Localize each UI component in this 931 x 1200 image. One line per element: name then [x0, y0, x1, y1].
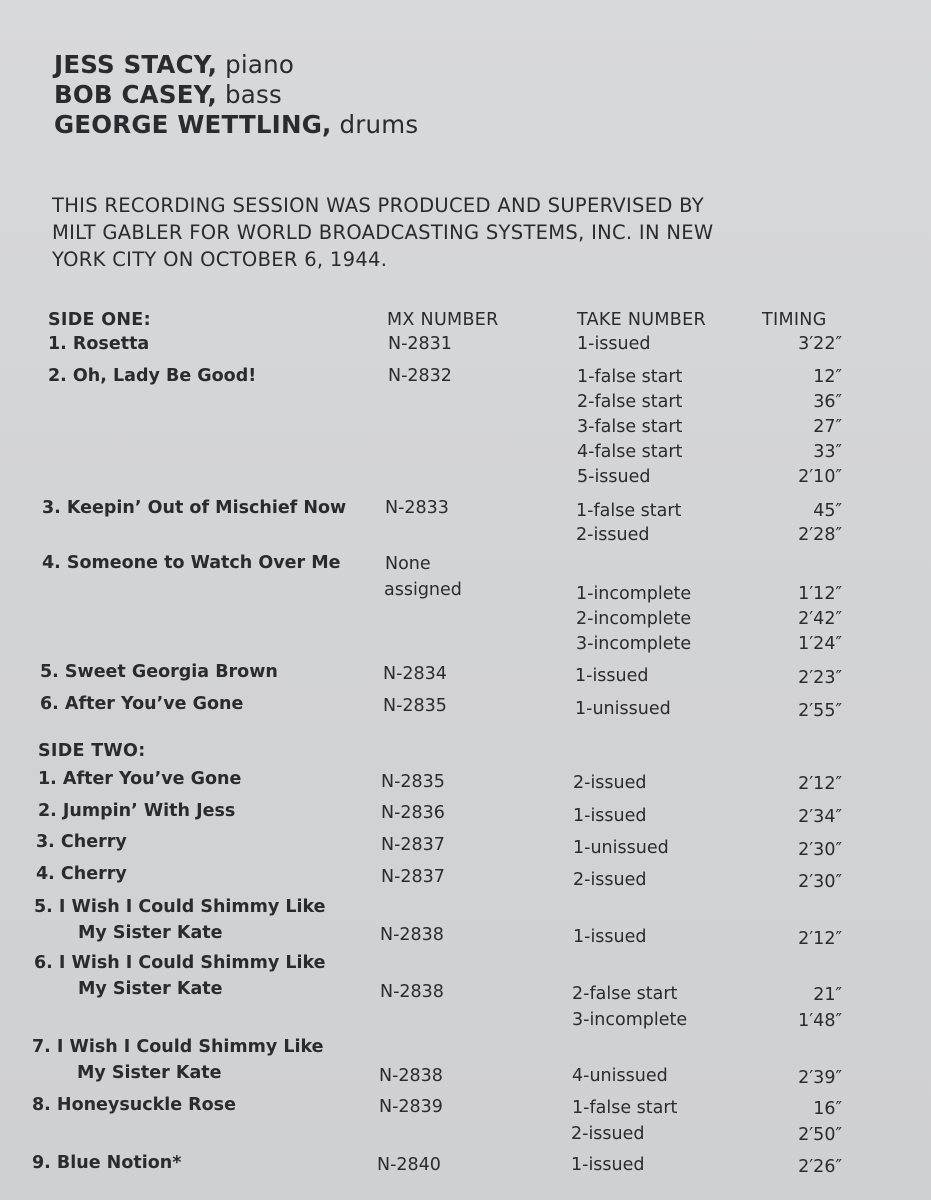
session-note-line: YORK CITY ON OCTOBER 6, 1944.: [52, 248, 388, 271]
timing: 2′12″: [798, 929, 842, 949]
take: 3-incomplete: [576, 634, 692, 654]
personnel-line: [54, 110, 418, 140]
take: 3-false start: [577, 417, 683, 437]
track-title-continued: My Sister Kate: [78, 923, 223, 943]
timing: 2′55″: [798, 701, 842, 721]
track-title-continued: My Sister Kate: [77, 1063, 222, 1083]
timing: 36″: [813, 392, 842, 412]
timing: 33″: [813, 442, 842, 462]
track-title: 9. Blue Notion*: [32, 1153, 182, 1173]
take: 5-issued: [577, 467, 651, 487]
mx-number-header: MX NUMBER: [387, 310, 499, 330]
track-title: 8. Honeysuckle Rose: [32, 1095, 236, 1115]
timing: 45″: [813, 501, 842, 521]
timing: 2′50″: [798, 1125, 842, 1145]
musician-name: JESS STACY,: [54, 50, 218, 79]
take: 1-issued: [575, 666, 649, 686]
take: 2-issued: [573, 773, 647, 793]
mx-number: N-2840: [377, 1155, 441, 1175]
timing: 2′23″: [798, 668, 842, 688]
take: 2-incomplete: [576, 609, 692, 629]
instrument: bass: [225, 80, 282, 109]
take: 2-false start: [577, 392, 683, 412]
take: 1-issued: [573, 927, 647, 947]
mx-number: N-2835: [381, 772, 445, 792]
musician-name: GEORGE WETTLING,: [54, 110, 332, 139]
timing: 1′12″: [798, 584, 842, 604]
take: 2-false start: [572, 984, 678, 1004]
timing: 1′48″: [798, 1011, 842, 1031]
timing: 2′28″: [798, 525, 842, 545]
take: 1-issued: [577, 334, 651, 354]
track-title: 2. Oh, Lady Be Good!: [48, 366, 257, 386]
take: 1-unissued: [573, 838, 669, 858]
timing: 12″: [813, 367, 842, 387]
mx-number: N-2832: [388, 366, 452, 386]
track-title: 2. Jumpin’ With Jess: [38, 801, 236, 821]
mx-number: N-2836: [381, 803, 445, 823]
track-title: 3. Cherry: [36, 832, 127, 852]
take: 4-unissued: [572, 1066, 668, 1086]
timing: 21″: [813, 985, 842, 1005]
mx-number: N-2838: [380, 925, 444, 945]
mx-number: N-2835: [383, 696, 447, 716]
session-note-line: MILT GABLER FOR WORLD BROADCASTING SYSTEMS, INC. IN NEW: [52, 221, 714, 244]
musician-name: BOB CASEY,: [54, 80, 218, 109]
timing: 2′42″: [798, 609, 842, 629]
track-title: 1. Rosetta: [48, 334, 150, 354]
instrument: piano: [225, 50, 295, 79]
timing: 2′12″: [798, 774, 842, 794]
mx-number: N-2839: [379, 1097, 443, 1117]
timing: 2′26″: [798, 1157, 842, 1177]
take: 2-issued: [571, 1124, 645, 1144]
mx-number: N-2838: [380, 982, 444, 1002]
track-title: 6. I Wish I Could Shimmy Like: [34, 953, 326, 973]
track-title: 7. I Wish I Could Shimmy Like: [32, 1037, 324, 1057]
take: 1-unissued: [575, 699, 671, 719]
take: 1-issued: [571, 1155, 645, 1175]
mx-number: None: [385, 554, 431, 574]
timing: 3′22″: [798, 334, 842, 354]
track-title: 4. Cherry: [36, 864, 127, 884]
timing: 1′24″: [798, 634, 842, 654]
session-note-line: THIS RECORDING SESSION WAS PRODUCED AND SUPERVISED BY: [52, 194, 704, 217]
timing: 27″: [813, 417, 842, 437]
timing: 2′10″: [798, 467, 842, 487]
personnel-list: [54, 50, 418, 140]
take-number-header: TAKE NUMBER: [577, 310, 706, 330]
take: 1-false start: [572, 1098, 678, 1118]
personnel-line: [54, 80, 418, 110]
mx-number-continued: assigned: [384, 580, 462, 600]
mx-number: N-2838: [379, 1066, 443, 1086]
timing: 2′34″: [798, 807, 842, 827]
track-title: 6. After You’ve Gone: [40, 694, 244, 714]
session-note: [52, 192, 872, 273]
take: 1-false start: [577, 367, 683, 387]
track-title: 4. Someone to Watch Over Me: [42, 553, 341, 573]
mx-number: N-2831: [388, 334, 452, 354]
instrument: drums: [339, 110, 419, 139]
track-title: 5. Sweet Georgia Brown: [40, 662, 278, 682]
take: 1-issued: [573, 806, 647, 826]
take: 1-incomplete: [576, 584, 692, 604]
take: 1-false start: [576, 501, 682, 521]
timing: 16″: [813, 1099, 842, 1119]
personnel-line: [54, 50, 418, 80]
take: 4-false start: [577, 442, 683, 462]
track-title: 1. After You’ve Gone: [38, 769, 242, 789]
mx-number: N-2833: [385, 498, 449, 518]
side-one-heading: SIDE ONE:: [48, 310, 151, 330]
take: 3-incomplete: [572, 1010, 688, 1030]
timing: 2′30″: [798, 872, 842, 892]
side-two-heading: SIDE TWO:: [38, 741, 146, 761]
take: 2-issued: [573, 870, 647, 890]
timing: 2′39″: [798, 1068, 842, 1088]
take: 2-issued: [576, 525, 650, 545]
mx-number: N-2837: [381, 835, 445, 855]
mx-number: N-2834: [383, 664, 447, 684]
track-title: 5. I Wish I Could Shimmy Like: [34, 897, 326, 917]
timing-header: TIMING: [762, 310, 827, 330]
mx-number: N-2837: [381, 867, 445, 887]
timing: 2′30″: [798, 840, 842, 860]
track-title: 3. Keepin’ Out of Mischief Now: [42, 498, 347, 518]
track-title-continued: My Sister Kate: [78, 979, 223, 999]
